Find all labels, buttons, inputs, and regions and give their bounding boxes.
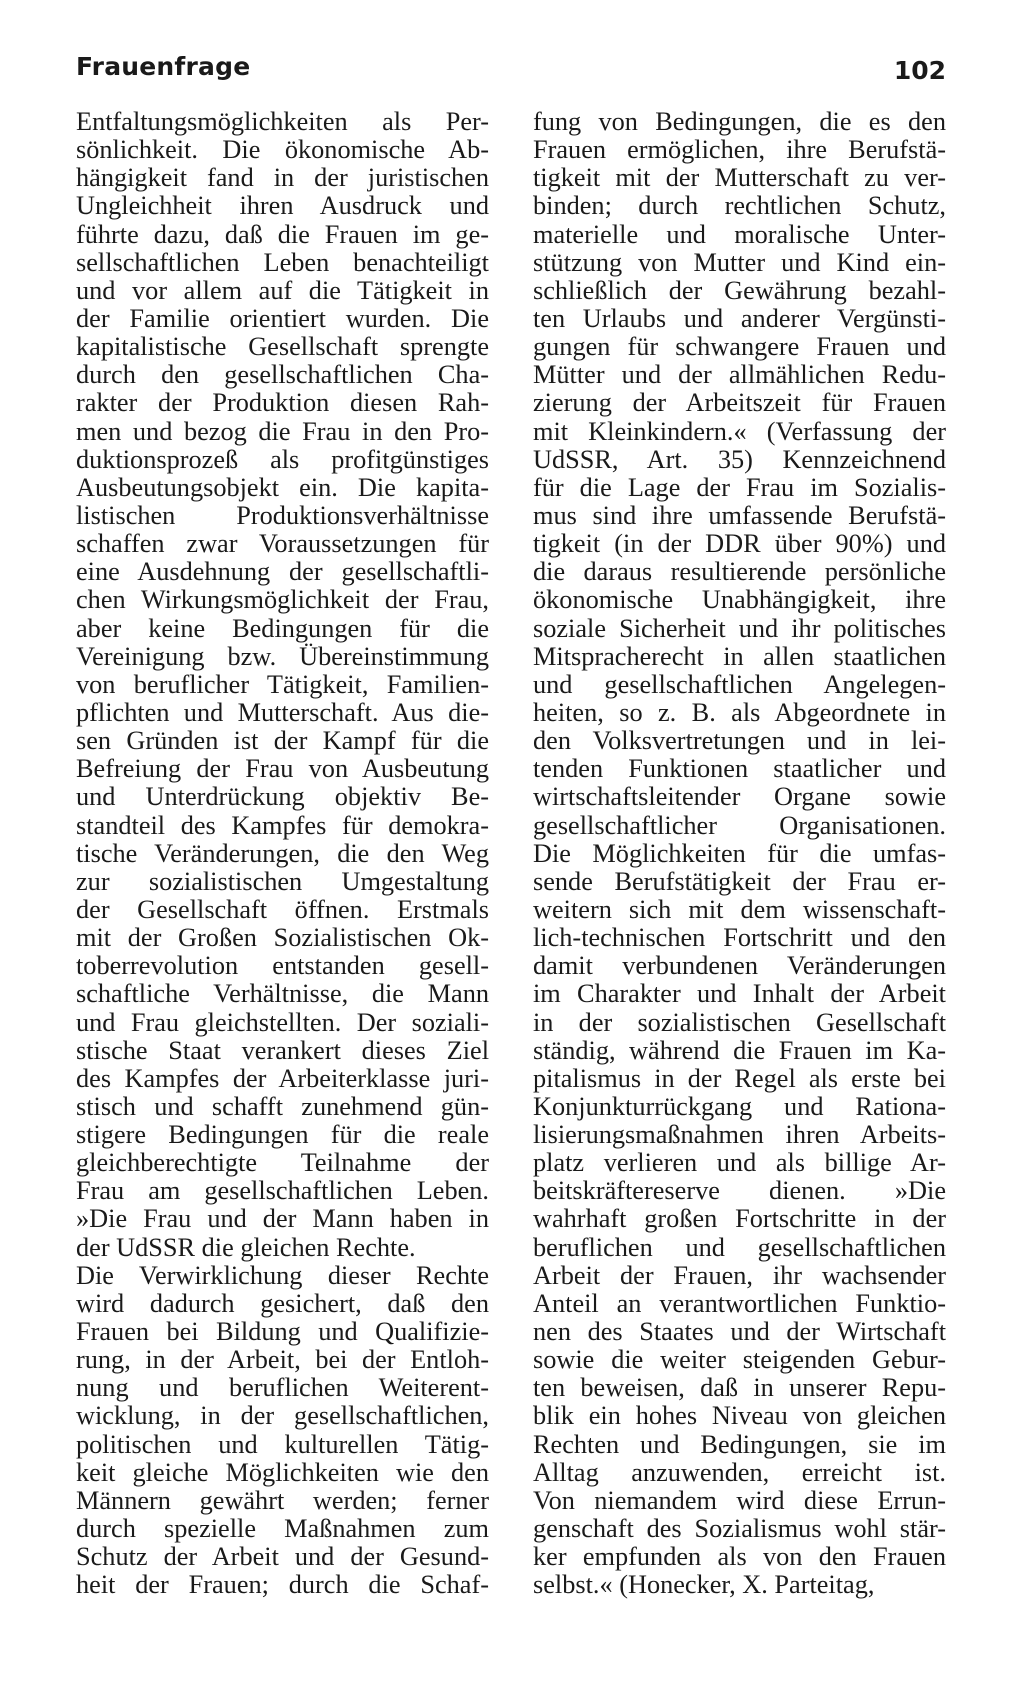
left-column-text-line: tische Veränderungen, die den Weg [76, 839, 489, 868]
right-column-text-line: den Volksvertretungen und in lei- [533, 727, 946, 756]
left-column-text-line: sönlichkeit. Die ökonomische Ab- [76, 136, 489, 165]
right-column-text-line: Alltag anzuwenden, erreicht ist. [533, 1458, 946, 1487]
right-column-text-line: beitskräftereserve dienen. »Die [533, 1177, 946, 1206]
right-text-column [533, 108, 946, 1599]
right-column-text-line: Mütter und der allmählichen Redu- [533, 361, 946, 390]
left-column-text-line: chen Wirkungsmöglichkeit der Frau, [76, 586, 489, 615]
left-column-text-line: »Die Frau und der Mann haben in [76, 1205, 489, 1234]
left-column-text-line: Schutz der Arbeit und der Gesund- [76, 1543, 489, 1572]
right-column-text-line: wahrhaft großen Fortschritte in der [533, 1205, 946, 1234]
left-column-text-line: pflichten und Mutterschaft. Aus die- [76, 698, 489, 727]
left-column-text-line: kapitalistische Gesellschaft sprengte [76, 333, 489, 362]
right-column-text-line: Frauen ermöglichen, ihre Berufstä- [533, 136, 946, 165]
left-column-text-line: schaffen zwar Voraussetzungen für [76, 530, 489, 559]
running-head: Frauenfrage [76, 52, 251, 81]
right-column-text-line: für die Lage der Frau im Sozialis- [533, 473, 946, 502]
right-column-text-line: schließlich der Gewährung bezahl- [533, 276, 946, 305]
left-column-text-line: toberrevolution entstanden gesell- [76, 952, 489, 981]
left-column-text-line: wicklung, in der gesellschaftlichen, [76, 1402, 489, 1431]
left-column-text-line: Ungleichheit ihren Ausdruck und [76, 192, 489, 221]
page-header [76, 52, 946, 92]
left-column-text-line: listischen Produktionsverhältnisse [76, 501, 489, 530]
left-column-text-line: gleichberechtigte Teilnahme der [76, 1149, 489, 1178]
left-column-text-line: schaftliche Verhältnisse, die Mann [76, 980, 489, 1009]
left-column-text-line: führte dazu, daß die Frauen im ge- [76, 220, 489, 249]
right-column-text-line: damit verbundenen Veränderungen [533, 952, 946, 981]
left-column-text-line: Die Verwirklichung dieser Rechte [76, 1261, 489, 1290]
right-column-text-line: ker empfunden als von den Frauen [533, 1543, 946, 1572]
left-column-text-line: Frauen bei Bildung und Qualifizie- [76, 1318, 489, 1347]
right-column-text-line: im Charakter und Inhalt der Arbeit [533, 980, 946, 1009]
right-column-text-line: ten Urlaubs und anderer Vergünsti- [533, 304, 946, 333]
right-column-text-line: und gesellschaftlichen Angelegen- [533, 670, 946, 699]
left-column-text-line: rakter der Produktion diesen Rah- [76, 389, 489, 418]
right-column-text-line: sende Berufstätigkeit der Frau er- [533, 867, 946, 896]
right-column-text-line: tigkeit mit der Mutterschaft zu ver- [533, 164, 946, 193]
left-text-column [76, 108, 489, 1599]
left-column-text-line: Frau am gesellschaftlichen Leben. [76, 1177, 489, 1206]
left-column-text-line: politischen und kulturellen Tätig- [76, 1430, 489, 1459]
left-column-text-line: stisch und schafft zunehmend gün- [76, 1092, 489, 1121]
left-column-text-line: zur sozialistischen Umgestaltung [76, 867, 489, 896]
left-column-text-line: durch spezielle Maßnahmen zum [76, 1515, 489, 1544]
right-column-text-line: wirtschaftsleitender Organe sowie [533, 783, 946, 812]
right-column-text-line: beruflichen und gesellschaftlichen [533, 1233, 946, 1262]
left-column-text-line: und Unterdrückung objektiv Be- [76, 783, 489, 812]
right-column-text-line: Mitspracherecht in allen staatlichen [533, 642, 946, 671]
left-column-text-line: und vor allem auf die Tätigkeit in [76, 276, 489, 305]
left-column-text-line: Männern gewährt werden; ferner [76, 1486, 489, 1515]
right-column-text-line: Rechten und Bedingungen, sie im [533, 1430, 946, 1459]
right-column-text-line: ökonomische Unabhängigkeit, ihre [533, 586, 946, 615]
left-column-text-line: men und bezog die Frau in den Pro- [76, 417, 489, 446]
left-column-text-line: Befreiung der Frau von Ausbeutung [76, 755, 489, 784]
right-column-text-line: gesellschaftlicher Organisationen. [533, 811, 946, 840]
right-column-text-line: UdSSR, Art. 35) Kennzeichnend [533, 445, 946, 474]
right-column-text-line: binden; durch rechtlichen Schutz, [533, 192, 946, 221]
right-column-text-line: lich-technischen Fortschritt und den [533, 924, 946, 953]
left-column-text-line: rung, in der Arbeit, bei der Entloh- [76, 1346, 489, 1375]
left-column-text-line: sen Gründen ist der Kampf für die [76, 727, 489, 756]
right-column-text-line: sowie die weiter steigenden Gebur- [533, 1346, 946, 1375]
left-column-text-line: Entfaltungsmöglichkeiten als Per- [76, 108, 489, 136]
right-column-text-line: stützung von Mutter und Kind ein- [533, 248, 946, 277]
left-column-text-line: sellschaftlichen Leben benachteiligt [76, 248, 489, 277]
left-column-text-line: und Frau gleichstellten. Der soziali- [76, 1008, 489, 1037]
left-column-text-line: von beruflicher Tätigkeit, Familien- [76, 670, 489, 699]
right-column-text-line: blik ein hohes Niveau von gleichen [533, 1402, 946, 1431]
left-column-text-line: hängigkeit fand in der juristischen [76, 164, 489, 193]
right-column-text-line: genschaft des Sozialismus wohl stär- [533, 1515, 946, 1544]
right-column-text-line: Die Möglichkeiten für die umfas- [533, 839, 946, 868]
right-column-text-line: heiten, so z. B. als Abgeordnete in [533, 698, 946, 727]
left-column-text-line: Ausbeutungsobjekt ein. Die kapita- [76, 473, 489, 502]
right-column-text-line: die daraus resultierende persönliche [533, 558, 946, 587]
left-column-text-line: eine Ausdehnung der gesellschaftli- [76, 558, 489, 587]
left-column-text-line: standteil des Kampfes für demokra- [76, 811, 489, 840]
right-column-text-line: tenden Funktionen staatlicher und [533, 755, 946, 784]
right-column-text-line: tigkeit (in der DDR über 90%) und [533, 530, 946, 559]
right-column-text-line: Von niemandem wird diese Errun- [533, 1486, 946, 1515]
left-column-text-line: der Gesellschaft öffnen. Erstmals [76, 895, 489, 924]
right-column-text-line: ständig, während die Frauen im Ka- [533, 1036, 946, 1065]
right-column-text-line: ten beweisen, daß in unserer Repu- [533, 1374, 946, 1403]
left-column-text-line: durch den gesellschaftlichen Cha- [76, 361, 489, 390]
left-column-text-line: duktionsprozeß als profitgünstiges [76, 445, 489, 474]
left-column-text-line: keit gleiche Möglichkeiten wie den [76, 1458, 489, 1487]
right-column-text-line: mit Kleinkindern.« (Verfassung der [533, 417, 946, 446]
right-column-text-line: fung von Bedingungen, die es den [533, 108, 946, 136]
right-column-text-line: selbst.« (Honecker, X. Parteitag, [533, 1571, 875, 1600]
left-column-text-line: stische Staat verankert dieses Ziel [76, 1036, 489, 1065]
right-column-text-line: mus sind ihre umfassende Berufstä- [533, 501, 946, 530]
left-column-text-line: nung und beruflichen Weiterent- [76, 1374, 489, 1403]
left-column-text-line: heit der Frauen; durch die Schaf- [76, 1571, 489, 1600]
left-column-text-line: wird dadurch gesichert, daß den [76, 1289, 489, 1318]
right-column-text-line: zierung der Arbeitszeit für Frauen [533, 389, 946, 418]
left-column-text-line: mit der Großen Sozialistischen Ok- [76, 924, 489, 953]
right-column-text-line: Anteil an verantwortlichen Funktio- [533, 1289, 946, 1318]
right-column-text-line: Arbeit der Frauen, ihr wachsender [533, 1261, 946, 1290]
left-column-text-line: stigere Bedingungen für die reale [76, 1121, 489, 1150]
right-column-text-line: in der sozialistischen Gesellschaft [533, 1008, 946, 1037]
right-column-text-line: platz verlieren und als billige Ar- [533, 1149, 946, 1178]
right-column-text-line: nen des Staates und der Wirtschaft [533, 1318, 946, 1347]
left-column-text-line: der Familie orientiert wurden. Die [76, 304, 489, 333]
left-column-text-line: der UdSSR die gleichen Rechte. [76, 1233, 416, 1262]
right-column-text-line: Konjunkturrückgang und Rationa- [533, 1092, 946, 1121]
right-column-text-line: lisierungsmaßnahmen ihren Arbeits- [533, 1121, 946, 1150]
right-column-text-line: materielle und moralische Unter- [533, 220, 946, 249]
left-column-text-line: Vereinigung bzw. Übereinstimmung [76, 642, 489, 671]
left-column-text-line: aber keine Bedingungen für die [76, 614, 489, 643]
right-column-text-line: pitalismus in der Regel als erste bei [533, 1064, 946, 1093]
page-number: 102 [893, 56, 946, 85]
right-column-text-line: gungen für schwangere Frauen und [533, 333, 946, 362]
right-column-text-line: weitern sich mit dem wissenschaft- [533, 895, 946, 924]
left-column-text-line: des Kampfes der Arbeiterklasse juri- [76, 1064, 489, 1093]
right-column-text-line: soziale Sicherheit und ihr politisches [533, 614, 946, 643]
